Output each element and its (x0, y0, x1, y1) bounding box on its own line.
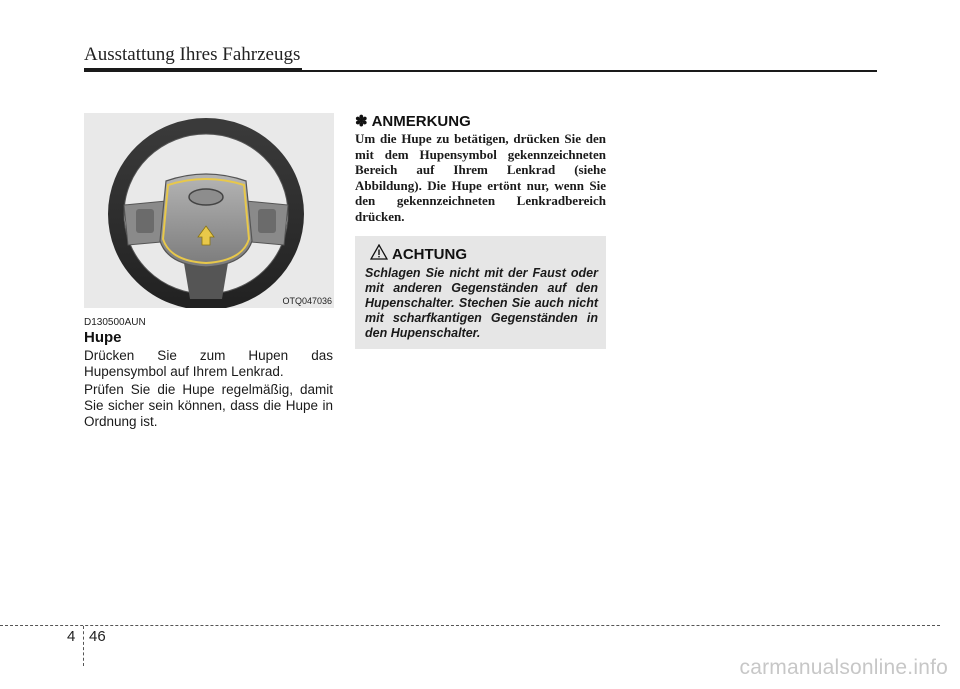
figure-code: OTQ047036 (282, 296, 332, 306)
steering-wheel-illustration (84, 113, 334, 308)
paragraph: Prüfen Sie die Hupe regelmäßig, damit Sie sicher sein können, dass die Hupe in Ordnung ist. (84, 382, 333, 429)
page-number: 46 (89, 628, 106, 645)
header-rule (84, 68, 302, 72)
note-marker-icon: ✽ (355, 113, 368, 130)
caution-heading: ACHTUNG (392, 246, 467, 263)
header-title: Ausstattung Ihres Fahrzeugs (84, 44, 301, 65)
note-body: Um die Hupe zu betätigen, drücken Sie den mit dem Hupensymbol gekennzeichneten Bereich auf Ihrem Lenkrad (siehe Abbildung). Die Hupe ertönt nur, wenn Sie den gekennzeichneten Lenkradbereich drücken. (355, 131, 606, 224)
paragraph: Drücken Sie zum Hupen das Hupensymbol auf Ihrem Lenkrad. (84, 348, 333, 379)
steering-wheel-figure (84, 113, 334, 308)
caution-body: Schlagen Sie nicht mit der Faust oder mit anderen Gegenständen auf den Hupenschalter. Stechen Sie auch nicht mit scharfkantigen Gegenständen in den Hupenschalter. (365, 266, 598, 340)
section-heading: Hupe (84, 329, 122, 346)
caution-box (355, 236, 606, 349)
footer-rule (0, 625, 940, 626)
note-heading-text: ANMERKUNG (371, 113, 471, 130)
chapter-number: 4 (67, 628, 76, 645)
section-code: D130500AUN (84, 317, 146, 328)
watermark: carmanualsonline.info (739, 656, 948, 679)
warning-triangle-icon (370, 244, 388, 260)
header-rule-thin (302, 70, 877, 72)
note-heading (355, 112, 471, 130)
footer-divider (83, 626, 84, 666)
